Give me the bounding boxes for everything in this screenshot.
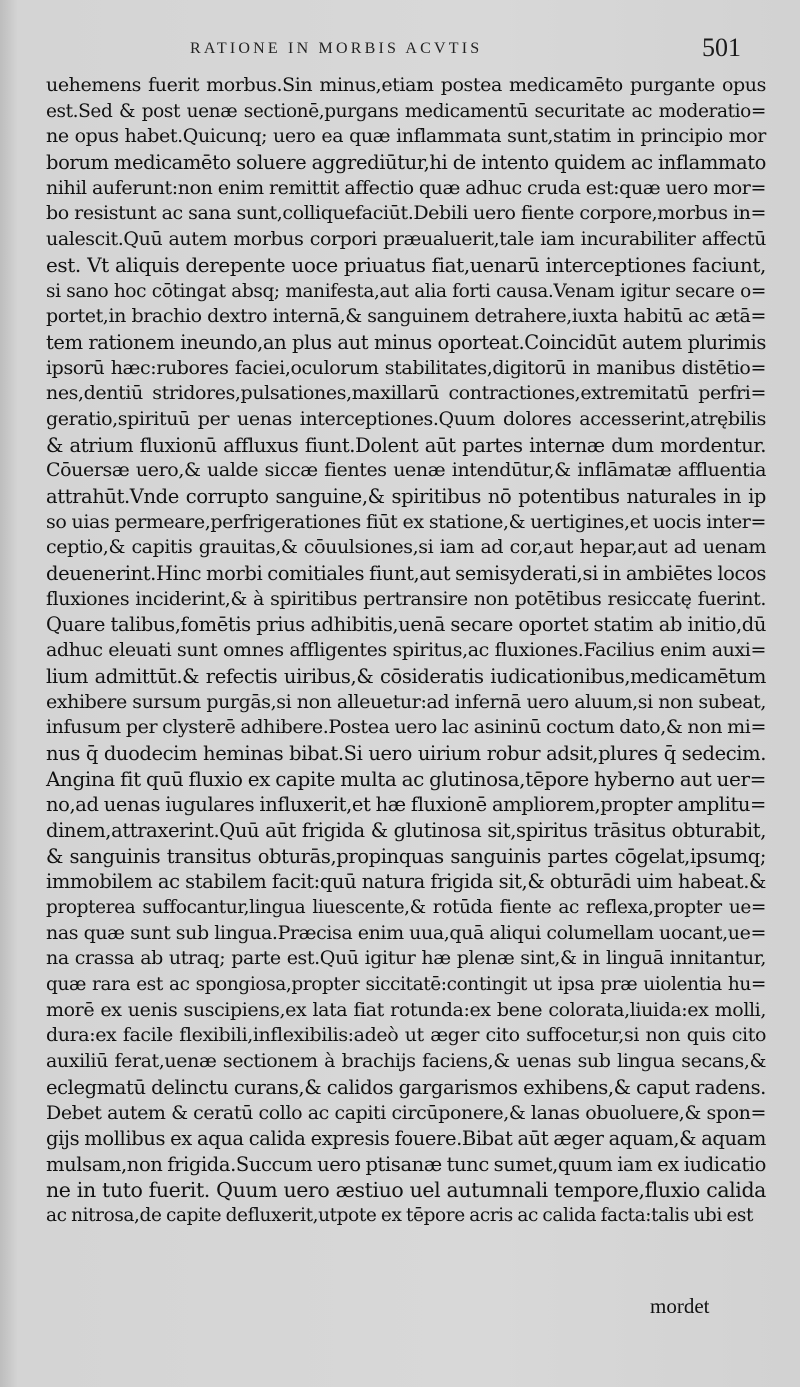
text-line: gijs mollibus ex aqua calida expresis fouere.Bibat aūt æger aquam,& aquam [46,1127,766,1151]
text-line: lium admittūt.& refectis uiribus,& cōsideratis iudicationibus,medicamētum [46,664,766,688]
text-line: est. Vt aliquis derepente uoce priuatus fiat,uenarū interceptiones faciunt, [46,252,766,277]
text-line: ipsorū hæc:rubores faciei,oculorum stabilitates,digitorū in manibus distētio= [46,356,766,379]
catchword: mordet [650,1294,710,1318]
text-line: infusum per clysterē adhibere.Postea uero lac asininū coctum dato,& non mi= [46,716,766,739]
text-line: adhuc eleuati sunt omnes affligentes spiritus,ac fluxiones.Facilius enim auxi= [46,639,766,662]
text-line: nihil auferunt:non enim remittit affectio quæ adhuc cruda est:quæ uero mor= [46,176,766,199]
text-line: si sano hoc cōtingat absq; manifesta,aut alia forti causa.Venam igitur secare o= [46,280,766,302]
text-line: propterea suffocantur,lingua liuescente,& rotūda fiente ac reflexa,propter ue= [46,897,766,918]
text-line: borum medicamēto soluere aggrediūtur,hi de intento quidem ac inflammato [46,151,766,175]
text-line: est.Sed & post uenæ sectionē,purgans medicamentū securitate ac moderatio= [46,100,766,122]
body-text [46,73,766,1229]
text-line: bo resistunt ac sana sunt,colliquefaciūt.Debili uero fiente corpore,morbus in= [46,202,766,225]
text-line: Quare talibus,fomētis prius adhibitis,uenā secare oportet statim ab initio,dū [46,613,766,637]
text-line: ne opus habet.Quicunq; uero ea quæ inflammata sunt,statim in principio mor [46,125,766,148]
running-head: RATIONE IN MORBIS ACVTIS [190,40,483,57]
text-line: immobilem ac stabilem facit:quū natura frigida sit,& obturādi uim habeat.& [46,870,766,894]
text-line: attrahūt.Vnde corrupto sanguine,& spiritibus nō potentibus naturales in ip [46,485,766,508]
text-line: ceptio,& capitis grauitas,& cōuulsiones,si iam ad cor,aut hepar,aut ad uenam [46,536,766,559]
text-line: & sanguinis transitus obturās,propinquas sanguinis partes cōgelat,ipsumq; [46,844,766,868]
text-line: uehemens fuerit morbus.Sin minus,etiam postea medicamēto purgante opus [46,74,766,96]
text-line: quæ rara est ac spongiosa,propter siccitatē:contingit ut ipsa præ uiolentia hu= [46,974,766,996]
text-line: eclegmatū delinctu curans,& calidos gargarismos exhibens,& caput radens. [46,1075,766,1099]
text-line: exhibere sursum purgās,si non alleuetur:ad infernā uero aluum,si non subeat, [46,690,766,713]
text-line: morē ex uenis suscipiens,ex lata fiat rotunda:ex bene colorata,liuida:ex molli, [46,998,766,1021]
text-line: Angina fit quū fluxio ex capite multa ac glutinosa,tēpore hyberno aut uer= [46,766,766,791]
text-line: deuenerint.Hinc morbi comitiales fiunt,aut semisyderati,si in ambiētes locos [46,562,766,586]
text-line: dura:ex facile flexibili,inflexibilis:adeò ut æger cito suffocetur,si non quis cito [46,1024,766,1047]
text-line: ac nitrosa,de capite defluxerit,utpote ex tēpore acris ac calida facta:talis ubi est [46,1205,754,1227]
text-line: tem rationem ineundo,an plus aut minus oporteat.Coincidūt autem plurimis [46,330,766,354]
text-line: ualescit.Quū autem morbus corpori præualuerit,tale iam incurabiliter affectū [46,228,766,251]
text-line: Cōuersæ uero,& ualde siccæ fientes uenæ intendūtur,& inflāmatæ affluentia [46,459,766,482]
text-line: dinem,attraxerint.Quū aūt frigida & glutinosa sit,spiritus trāsitus obturabit, [46,818,766,842]
page-number: 501 [702,33,741,62]
text-line: no,ad uenas iugulares influxerit,et hæ fluxionē ampliorem,propter amplitu= [46,793,766,817]
text-line: na crassa ab utraq; parte est.Quū igitur hæ plenæ sint,& in linguā innitantur, [46,947,766,970]
text-line: mulsam,non frigida.Succum uero ptisanæ tunc sumet,quum iam ex iudicatio [46,1152,766,1176]
text-line: nus q̄ duodecim heminas bibat.Si uero uirium robur adsit,plures q̄ sedecim. [46,741,766,765]
text-line: portet,in brachio dextro internā,& sanguinem detrahere,iuxta habitū ac ætā= [46,305,766,328]
text-line: Debet autem & ceratū collo ac capiti circūponere,& lanas obuoluere,& spon= [46,1101,766,1124]
text-line: fluxiones inciderint,& à spiritibus pertransire non potētibus resiccatę fuerint. [46,587,766,610]
text-line: & atrium fluxionū affluxus fiunt.Dolent aūt partes internæ dum mordentur. [46,433,766,457]
text-line: geratio,spirituū per uenas interceptiones.Quum dolores accesserint,atrębilis [46,407,766,430]
text-line: auxiliū ferat,uenæ sectionem à brachijs faciens,& uenas sub lingua secans,& [46,1050,766,1073]
text-line: nas quæ sunt sub lingua.Præcisa enim uua,quā aliqui columellam uocant,ue= [46,921,766,944]
text-line: nes,dentiū stridores,pulsationes,maxillarū contractiones,extremitatū perfri= [46,382,766,405]
text-line: so uias permeare,perfrigerationes fiūt ex statione,& uertigines,et uocis inter= [46,510,766,533]
text-line: ne in tuto fuerit. Quum uero æstiuo uel autumnali tempore,fluxio calida [46,1177,766,1202]
